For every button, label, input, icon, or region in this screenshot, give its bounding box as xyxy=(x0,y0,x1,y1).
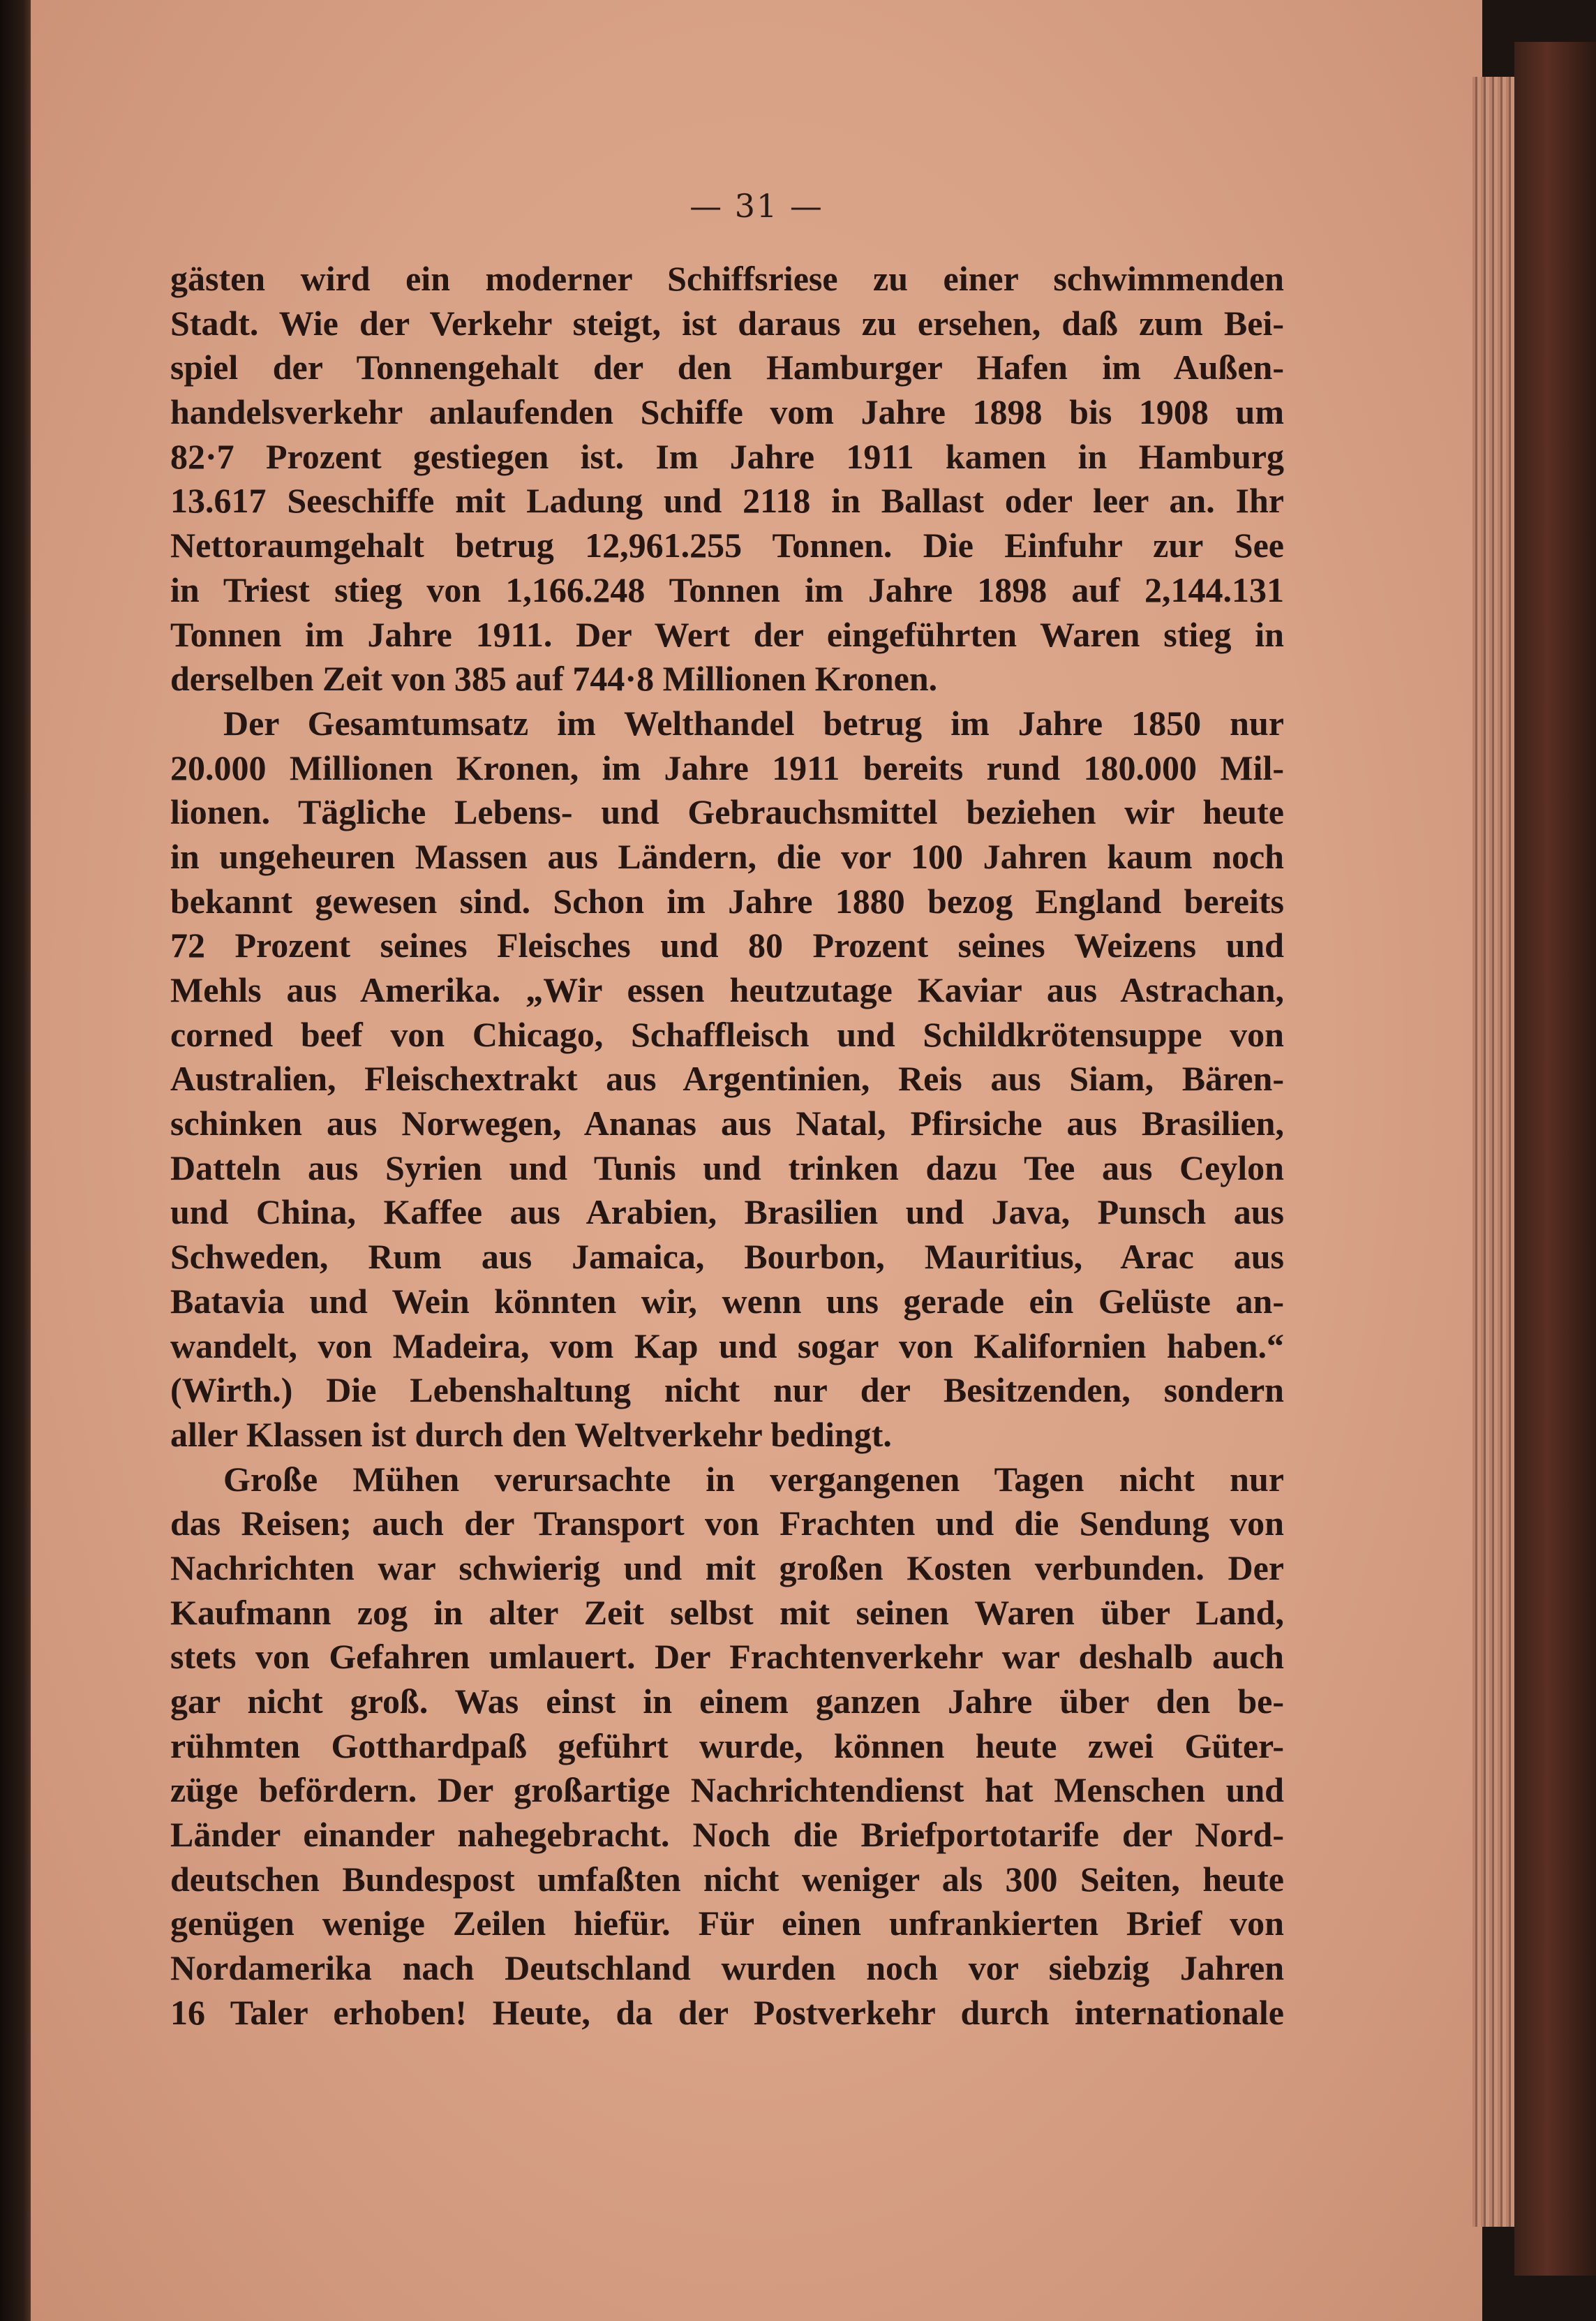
text-line: gar nicht groß. Was einst in einem ganzen Jahre über den be- xyxy=(170,1682,1284,1721)
book-page xyxy=(31,0,1482,2321)
text-line: deutschen Bundespost umfaßten nicht weniger als 300 Seiten, heute xyxy=(170,1859,1284,1899)
text-line: und China, Kaffee aus Arabien, Brasilien und Java, Punsch aus xyxy=(170,1192,1284,1232)
text-line: 82·7 Prozent gestiegen ist. Im Jahre 1911 kamen in Hamburg xyxy=(170,436,1284,476)
text-line: Der Gesamtumsatz im Welthandel betrug im Jahre 1850 nur xyxy=(223,703,1284,743)
text-line: bekannt gewesen sind. Schon im Jahre 1880 bezog England bereits xyxy=(170,881,1284,921)
paragraph xyxy=(170,1458,1284,2035)
text-line: 20.000 Millionen Kronen, im Jahre 1911 bereits rund 180.000 Mil- xyxy=(170,748,1284,787)
text-line: Datteln aus Syrien und Tunis und trinken dazu Tee aus Ceylon xyxy=(170,1148,1284,1187)
text-line: corned beef von Chicago, Schaffleisch und Schildkrötensuppe von xyxy=(170,1014,1284,1054)
text-line: Schweden, Rum aus Jamaica, Bourbon, Mauritius, Arac aus xyxy=(170,1237,1284,1277)
text-line: in ungeheuren Massen aus Ländern, die vor 100 Jahren kaum noch xyxy=(170,836,1284,876)
text-line: Nachrichten war schwierig und mit großen Kosten verbunden. Der xyxy=(170,1548,1284,1587)
text-line: stets von Gefahren umlauert. Der Frachtenverkehr war deshalb auch xyxy=(170,1637,1284,1677)
text-line: Australien, Fleischextrakt aus Argentinien, Reis aus Siam, Bären- xyxy=(170,1059,1284,1099)
text-line: wandelt, von Madeira, vom Kap und sogar von Kalifornien haben.“ xyxy=(170,1326,1284,1365)
text-line: derselben Zeit von 385 auf 744·8 Millionen Kronen. xyxy=(170,659,938,699)
text-line: gästen wird ein moderner Schiffsriese zu einer schwimmenden xyxy=(170,259,1284,298)
text-line: in Triest stieg von 1,166.248 Tonnen im Jahre 1898 auf 2,144.131 xyxy=(170,570,1284,609)
text-line: genügen wenige Zeilen hiefür. Für einen unfrankierten Brief von xyxy=(170,1904,1284,1943)
paragraph xyxy=(170,257,1284,702)
book-spine xyxy=(0,0,33,2321)
text-line: rühmten Gotthardpaß geführt wurde, können heute zwei Güter- xyxy=(170,1726,1284,1765)
text-line: züge befördern. Der großartige Nachrichtendienst hat Menschen und xyxy=(170,1770,1284,1810)
text-line: Tonnen im Jahre 1911. Der Wert der eingeführten Waren stieg in xyxy=(170,614,1284,654)
body-text xyxy=(170,257,1284,2035)
text-line: Große Mühen verursachte in vergangenen Tagen nicht nur xyxy=(223,1459,1284,1499)
text-line: 72 Prozent seines Fleisches und 80 Prozent seines Weizens und xyxy=(170,926,1284,965)
text-line: lionen. Tägliche Lebens- und Gebrauchsmittel beziehen wir heute xyxy=(170,792,1284,832)
text-line: 13.617 Seeschiffe mit Ladung und 2118 in Ballast oder leer an. Ihr xyxy=(170,481,1284,521)
text-line: aller Klassen ist durch den Weltverkehr bedingt. xyxy=(170,1414,892,1454)
text-line: Stadt. Wie der Verkehr steigt, ist daraus zu ersehen, daß zum Bei- xyxy=(170,303,1284,343)
paragraph xyxy=(170,702,1284,1458)
text-line: schinken aus Norwegen, Ananas aus Natal, Pfirsiche aus Brasilien, xyxy=(170,1104,1284,1143)
text-line: (Wirth.) Die Lebenshaltung nicht nur der Besitzenden, sondern xyxy=(170,1370,1284,1410)
text-line: Mehls aus Amerika. „Wir essen heutzutage Kaviar aus Astrachan, xyxy=(170,970,1284,1009)
text-line: Kaufmann zog in alter Zeit selbst mit seinen Waren über Land, xyxy=(170,1592,1284,1632)
text-line: handelsverkehr anlaufenden Schiffe vom Jahre 1898 bis 1908 um xyxy=(170,392,1284,432)
text-line: spiel der Tonnengehalt der den Hamburger Hafen im Außen- xyxy=(170,348,1284,387)
text-line: 16 Taler erhoben! Heute, da der Postverkehr durch internationale xyxy=(170,1992,1284,2032)
text-line: Nordamerika nach Deutschland wurden noch vor siebzig Jahren xyxy=(170,1948,1284,1988)
text-line: Länder einander nahegebracht. Noch die Briefportotarife der Nord- xyxy=(170,1815,1284,1855)
page-number: — 31 — xyxy=(689,187,823,225)
text-line: das Reisen; auch der Transport von Frachten und die Sendung von xyxy=(170,1504,1284,1543)
book-cover-edge xyxy=(1514,42,1596,2276)
text-line: Batavia und Wein könnten wir, wenn uns gerade ein Gelüste an- xyxy=(170,1281,1284,1321)
text-line: Nettoraumgehalt betrug 12,961.255 Tonnen. Die Einfuhr zur See xyxy=(170,526,1284,565)
